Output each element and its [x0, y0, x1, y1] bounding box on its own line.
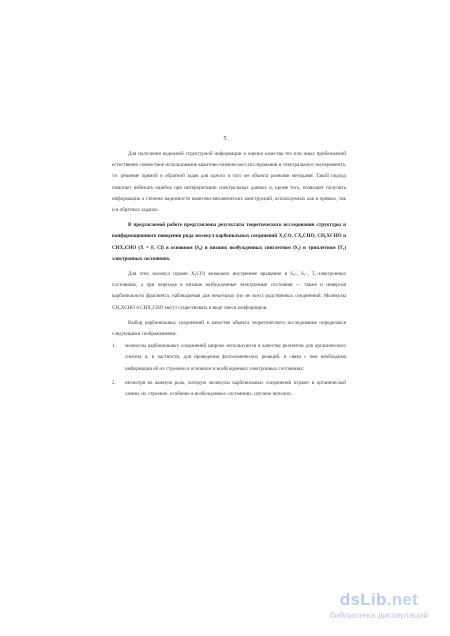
- list-item: [112, 341, 346, 375]
- list-item-text: молекулы карбонильных соединений широко используются в качестве реагентов для органического синтеза и, в частности, для проведения фотохимических реакций, в связи с чем необходима информация об их строении в основном и возбужденных электронных состояниях;: [125, 343, 346, 372]
- list-item: [112, 378, 346, 400]
- document-body: [112, 149, 346, 403]
- paragraph-intro: Для получения надежной структурной информации и оценки качества тех или иных приближений естественно совместное использование квантово-химического исследования и спектрального эксперимента, т.е. решение прямой и обратной задач для одного и того же объекта разными методами. Такой подход помогает избежать ошибок при интерпретации спектральных данных и, кроме того, позволяет получить информацию о степени надежности квантово-механических конструкций, используемых как в прямых, так и в обратных задачах.: [112, 151, 346, 214]
- dslib-watermark: [316, 591, 442, 620]
- paragraph-work-summary: В предлагаемой работе представлены результаты теоретического исследования структуры и конформационного поведения ряда молекул карбонильных соединений X₂CO, CX₃CHO, CH₂XCHO и CHX₂CHO (X = F, Cl) в основном (S₀) и низших возбужденных синглетном (S₁) и триплетном (T₁) электронных состояниях.: [112, 222, 346, 262]
- logo-tld-text: .net: [386, 590, 419, 609]
- list-item-text: несмотря на важную роль, которую молекулы карбонильных соединений играют в органической химии, их строение, особенно в возбужденных состояниях, изучено неполно;: [125, 379, 346, 398]
- watermark-subtitle: библиотека диссертаций: [329, 610, 429, 620]
- list-item-number: 1.: [112, 343, 116, 350]
- page-number: 5: [223, 135, 227, 142]
- dslib-logo: [316, 591, 442, 609]
- paragraph-rotation: Для этих молекул (кроме X₂CO) возможно внутреннее вращение в S₀-, S₁-, T₁-электронных состояниях, а при переходе в низшие возбужденные электронные состояния — также и инверсия карбонильного фрагмента, наблюдаемая для некоторых (но не всех) родственных соединений. Молекулы CH₂XCHO и CHX₂CHO могут существовать в виде смеси конформеров.: [112, 271, 346, 311]
- list-item-number: 2.: [112, 379, 116, 386]
- logo-main-text: dsLib: [339, 590, 387, 609]
- paragraph-choice-reasons: Выбор карбонильных соединений в качестве объекта теоретического исследования определялся следующими соображениями:: [112, 319, 346, 338]
- reasons-list: [112, 341, 346, 400]
